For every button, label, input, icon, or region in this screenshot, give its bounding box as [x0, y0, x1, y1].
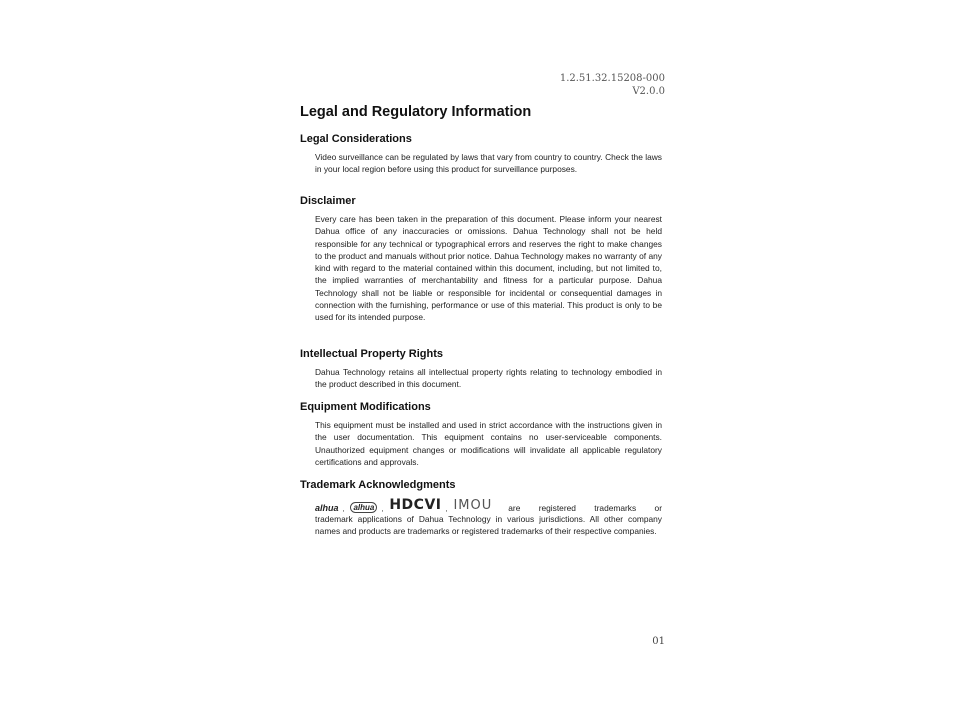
- trademark-logo-row: [315, 497, 662, 513]
- section-heading: Legal Considerations: [300, 133, 412, 145]
- document-code-block: [560, 72, 665, 98]
- separator: ,: [342, 506, 345, 513]
- page-title: Legal and Regulatory Information: [300, 104, 532, 120]
- hdcvi-logo: HDCVI: [389, 497, 442, 513]
- imou-logo: IMOU: [453, 498, 493, 513]
- tail-word: are: [508, 503, 521, 513]
- dahua-logo: alhua: [315, 503, 339, 513]
- tail-word: or: [654, 503, 662, 513]
- section-heading: Disclaimer: [300, 195, 356, 207]
- document-version: V2.0.0: [632, 86, 665, 97]
- tail-word: trademarks: [594, 503, 637, 513]
- section-disclaimer: [300, 195, 662, 324]
- section-heading: Equipment Modifications: [300, 401, 431, 413]
- page-number: 01: [652, 636, 665, 647]
- section-trademark-acknowledgments: [300, 479, 662, 538]
- section-heading: Intellectual Property Rights: [300, 348, 444, 360]
- document-code: 1.2.51.32.15208-000: [559, 73, 665, 84]
- section-intellectual-property: [300, 348, 662, 391]
- section-equipment-modifications: [300, 401, 662, 468]
- section-legal-considerations: [300, 133, 662, 176]
- tail-word: registered: [538, 503, 576, 513]
- trademark-line-tail: [508, 503, 662, 513]
- separator: ,: [381, 506, 384, 513]
- section-heading: Trademark Acknowledgments: [300, 479, 456, 491]
- section-body: Video surveillance can be regulated by laws that vary from country to country. Check the laws in your local region before using this product for surveillance purposes.: [315, 152, 662, 175]
- separator: ,: [445, 506, 448, 513]
- section-body: Dahua Technology retains all intellectual property rights relating to technology embodied in the product described in this document.: [315, 367, 662, 390]
- dahua-boxed-logo: alhua: [350, 502, 377, 513]
- section-body: Every care has been taken in the preparation of this document. Please inform your nearest Dahua office of any inaccuracies or omissions. Dahua Technology shall not be held responsible for any technical or typographical errors and reserves the right to make changes to the product and manuals without prior notice. Dahua Technology makes no warranty of any kind with regard to the material contained within this document, including, but not limited to, the implied warranties of merchantability and fitness for a particular purpose. Dahua Technology shall not be liable or responsible for incidental or consequential damages in connection with the furnishing, performance or use of this material. This product is only to be used for its intended purpose.: [315, 214, 662, 323]
- section-body: trademark applications of Dahua Technology in various jurisdictions. All other company names and products are trademarks or registered trademarks of their respective companies.: [315, 514, 662, 537]
- section-body: This equipment must be installed and used in strict accordance with the instructions given in the user documentation. This equipment contains no user-serviceable components. Unauthorized equipment changes or modifications will invalidate all applicable regulatory certifications and approvals.: [315, 420, 662, 467]
